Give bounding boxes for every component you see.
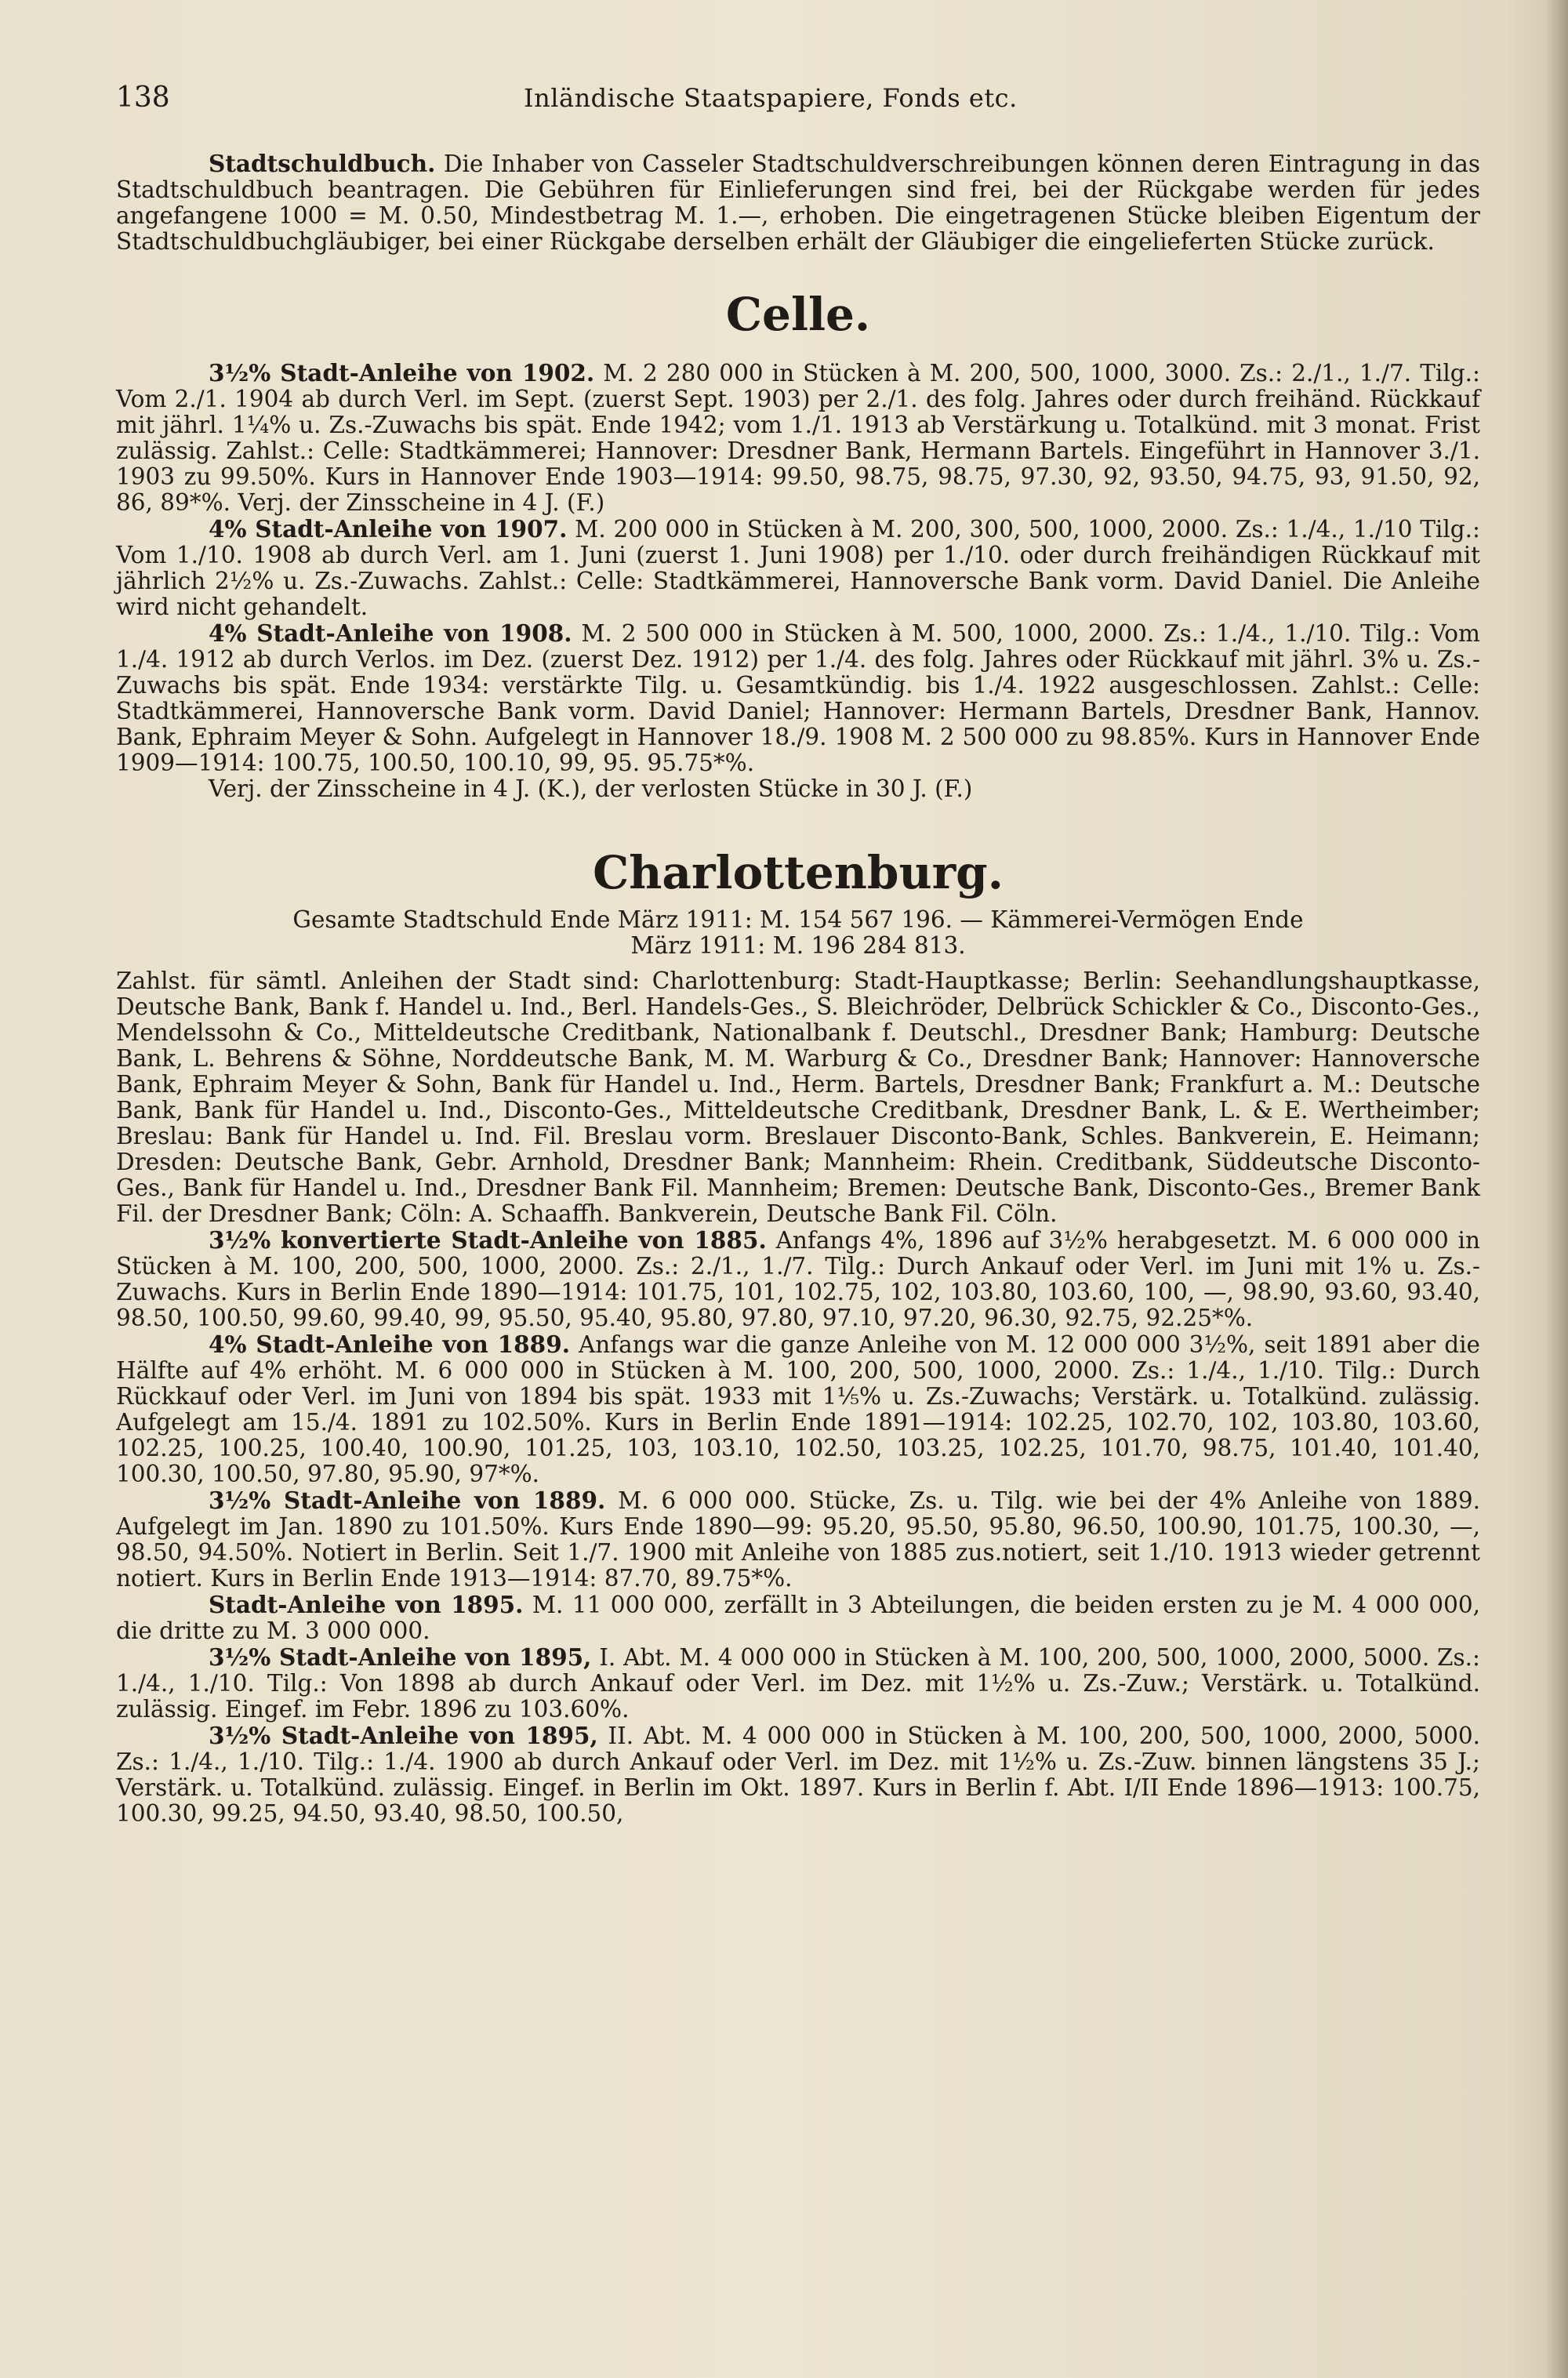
celle-loan-1907: [116, 516, 1480, 620]
charlottenburg-loan-1889-3-5pct: [116, 1487, 1480, 1592]
loan-heading: Stadt-Anleihe von 1895.: [209, 1591, 524, 1618]
page-edge-shadow: [1546, 0, 1568, 2378]
loan-heading: 3½% Stadt-Anleihe von 1902.: [209, 359, 595, 387]
page-header: [116, 82, 1480, 132]
section-title-charlottenburg: Charlottenburg.: [593, 846, 1004, 899]
page-content: [116, 82, 1480, 1827]
charlottenburg-loan-1895-abt-2: [116, 1723, 1480, 1827]
loan-text: I. Abt. M. 4 000 000 in Stücken à M. 100, 200, 500, 1000, 2000, 5000. Zs.: 1./4., 1./10. Tilg.: Von 1898 ab durch Ankauf oder Verl. im Dez. mit 1½% u. Zs.-Zuw.; Verstärk. u. Totalkünd. zulässig. Eingef. im Febr. 1896 zu 103.60%.: [116, 1644, 1480, 1723]
paragraph-heading: Stadtschuldbuch.: [209, 150, 436, 177]
loan-heading: 4% Stadt-Anleihe von 1908.: [209, 619, 572, 647]
running-title: Inländische Staatspapiere, Fonds etc.: [524, 83, 1018, 113]
loan-heading: 3½% Stadt-Anleihe von 1889.: [209, 1487, 606, 1514]
loan-heading: 4% Stadt-Anleihe von 1889.: [209, 1331, 570, 1358]
section-title-celle: Celle.: [725, 288, 871, 341]
debt-summary-line-1: Gesamte Stadtschuld Ende März 1911: M. 154 567 196. — Kämmerei-Vermögen Ende: [292, 906, 1304, 933]
loan-text: Anfangs war die ganze Anleihe von M. 12 000 000 3½%, seit 1891 aber die Hälfte auf 4% erhöht. M. 6 000 000 in Stücken à M. 100, 200, 500, 1000, 2000. Zs.: 1./4., 1./10. Tilg.: Durch Rückkauf oder Verl. im Juni von 1894 bis spät. 1933 mit 1⅕% u. Zs.-Zuwachs; Verstärk. u. Totalkünd. zulässig. Aufgelegt am 15./4. 1891 zu 102.50%. Kurs in Berlin Ende 1891—1914: 102.25, 102.70, 102, 103.80, 103.60, 102.25, 100.25, 100.40, 100.90, 101.25, 103, 103.10, 102.50, 103.25, 102.25, 101.70, 98.75, 101.40, 101.40, 100.30, 100.50, 97.80, 95.90, 97*%.: [116, 1331, 1480, 1487]
charlottenburg-loan-1885: [116, 1227, 1480, 1331]
paying-agents-paragraph: Zahlst. für sämtl. Anleihen der Stadt sind: Charlottenburg: Stadt-Hauptkasse; Berlin: Seehandlungshauptkasse, Deutsche Bank, Bank f. Handel u. Ind., Berl. Handels-Ges., S. Bleichröder, Delbrück Schickler & Co., Disconto-Ges., Mendelssohn & Co., Mitteldeutsche Creditbank, Nationalbank f. Deutschl., Dresdner Bank; Hamburg: Deutsche Bank, L. Behrens & Söhne, Norddeutsche Bank, M. M. Warburg & Co., Dresdner Bank; Hannover: Hannoversche Bank, Ephraim Meyer & Sohn, Bank für Handel u. Ind., Herm. Bartels, Dresdner Bank; Frankfurt a. M.: Deutsche Bank, Bank für Handel u. Ind., Disconto-Ges., Mitteldeutsche Creditbank, Dresdner Bank, L. & E. Wertheimber; Breslau: Bank für Handel u. Ind. Fil. Breslau vorm. Breslauer Disconto-Bank, Schles. Bankverein, E. Heimann; Dresden: Deutsche Bank, Gebr. Arnhold, Dresdner Bank; Mannheim: Rhein. Creditbank, Süddeutsche Disconto-Ges., Bank für Handel u. Ind., Dresdner Bank Fil. Mannheim; Bremen: Deutsche Bank, Disconto-Ges., Bremer Bank Fil. der Dresdner Bank; Cöln: A. Schaaffh. Bankverein, Deutsche Bank Fil. Cöln.: [116, 968, 1480, 1227]
charlottenburg-loan-1895: [116, 1592, 1480, 1644]
loan-text: Anfangs 4%, 1896 auf 3½% herabgesetzt. M. 6 000 000 in Stücken à M. 100, 200, 500, 1000, 2000. Zs.: 2./1., 1./7. Tilg.: Durch Ankauf oder Verl. im Juni mit 1% u. Zs.-Zuwachs. Kurs in Berlin Ende 1890—1914: 101.75, 101, 102.75, 102, 103.80, 103.60, 100, —, 98.90, 93.60, 93.40, 98.50, 100.50, 99.60, 99.40, 99, 95.50, 95.40, 95.80, 97.80, 97.10, 97.20, 96.30, 92.75, 92.25*%.: [116, 1227, 1480, 1331]
loan-heading: 4% Stadt-Anleihe von 1907.: [209, 515, 568, 543]
celle-closing-note: Verj. der Zinsscheine in 4 J. (K.), der verlosten Stücke in 30 J. (F.): [209, 775, 973, 802]
loan-text: M. 2 500 000 in Stücken à M. 500, 1000, 2000. Zs.: 1./4., 1./10. Tilg.: Vom 1./4. 1912 ab durch Verlos. im Dez. (zuerst Dez. 1912) per 1./4. des folg. Jahres oder Rückkauf mit jährl. 3% u. Zs.-Zuwachs bis spät. Ende 1934: verstärkte Tilg. u. Gesamtkündig. bis 1./4. 1922 ausgeschlossen. Zahlst.: Celle: Stadtkämmerei, Hannoversche Bank vorm. David Daniel; Hannover: Hermann Bartels, Dresdner Bank, Hannov. Bank, Ephraim Meyer & Sohn. Aufgelegt in Hannover 18./9. 1908 M. 2 500 000 zu 98.85%. Kurs in Hannover Ende 1909—1914: 100.75, 100.50, 100.10, 99, 95. 95.75*%.: [116, 620, 1480, 776]
loan-heading: 3½% konvertierte Stadt-Anleihe von 1885.: [209, 1226, 767, 1254]
celle-loan-1908: [116, 620, 1480, 776]
loan-text: M. 200 000 in Stücken à M. 200, 300, 500, 1000, 2000. Zs.: 1./4., 1./10 Tilg.: Vom 1./10. 1908 ab durch Verl. am 1. Juni (zuerst 1. Juni 1908) per 1./10. oder durch freihändigen Rückkauf mit jährlich 2½% u. Zs.-Zuwachs. Zahlst.: Celle: Stadtkämmerei, Hannoversche Bank vorm. David Daniel. Die Anleihe wird nicht gehandelt.: [116, 516, 1480, 620]
loan-heading: 3½% Stadt-Anleihe von 1895,: [209, 1643, 592, 1671]
loan-text: M. 11 000 000, zerfällt in 3 Abteilungen, die beiden ersten zu je M. 4 000 000, die dritte zu M. 3 000 000.: [116, 1592, 1480, 1644]
charlottenburg-loan-1889-4pct: [116, 1331, 1480, 1487]
paragraph-text: Die Inhaber von Casseler Stadtschuldverschreibungen können deren Eintragung in das Stadtschuldbuch beantragen. Die Gebühren für Einlieferungen sind frei, bei der Rückgabe werden für jedes angefangene 1000 = M. 0.50, Mindestbetrag M. 1.—, erhoben. Die eingetragenen Stücke bleiben Eigentum der Stadtschuldbuchgläubiger, bei einer Rückgabe derselben erhält der Gläubiger die eingelieferten Stücke zurück.: [116, 151, 1480, 255]
loan-text: M. 2 280 000 in Stücken à M. 200, 500, 1000, 3000. Zs.: 2./1., 1./7. Tilg.: Vom 2./1. 1904 ab durch Verl. im Sept. (zuerst Sept. 1903) per 2./1. des folg. Jahres oder durch freihänd. Rückkauf mit jährl. 1¼% u. Zs.-Zuwachs bis spät. Ende 1942; vom 1./1. 1913 ab Verstärkung u. Totalkünd. mit 3 monat. Frist zulässig. Zahlst.: Celle: Stadtkämmerei; Hannover: Dresdner Bank, Hermann Bartels. Eingeführt in Hannover 3./1. 1903 zu 99.50%. Kurs in Hannover Ende 1903—1914: 99.50, 98.75, 98.75, 97.30, 92, 93.50, 94.75, 93, 91.50, 92, 86, 89*%. Verj. der Zinsscheine in 4 J. (F.): [116, 360, 1480, 516]
page-number: 138: [116, 82, 170, 114]
loan-text: M. 6 000 000. Stücke, Zs. u. Tilg. wie bei der 4% Anleihe von 1889. Aufgelegt im Jan. 1890 zu 101.50%. Kurs Ende 1890—99: 95.20, 95.50, 95.80, 96.50, 100.90, 101.75, 100.30, —, 98.50, 94.50%. Notiert in Berlin. Seit 1./7. 1900 mit Anleihe von 1885 zus.notiert, seit 1./10. 1913 wieder getrennt notiert. Kurs in Berlin Ende 1913—1914: 87.70, 89.75*%.: [116, 1487, 1480, 1592]
loan-text: II. Abt. M. 4 000 000 in Stücken à M. 100, 200, 500, 1000, 2000, 5000. Zs.: 1./4., 1./10. Tilg.: 1./4. 1900 ab durch Ankauf oder Verl. im Dez. mit 1½% u. Zs.-Zuw. binnen längstens 35 J.; Verstärk. u. Totalkünd. zulässig. Eingef. in Berlin im Okt. 1897. Kurs in Berlin f. Abt. I/II Ende 1896—1913: 100.75, 100.30, 99.25, 94.50, 93.40, 98.50, 100.50,: [116, 1723, 1480, 1827]
loan-heading: 3½% Stadt-Anleihe von 1895,: [209, 1722, 598, 1749]
charlottenburg-loan-1895-abt-1: [116, 1644, 1480, 1723]
debt-summary-line-2: März 1911: M. 196 284 813.: [630, 932, 966, 959]
celle-loan-1902: [116, 360, 1480, 516]
stadtschuldbuch-paragraph: [116, 151, 1480, 255]
